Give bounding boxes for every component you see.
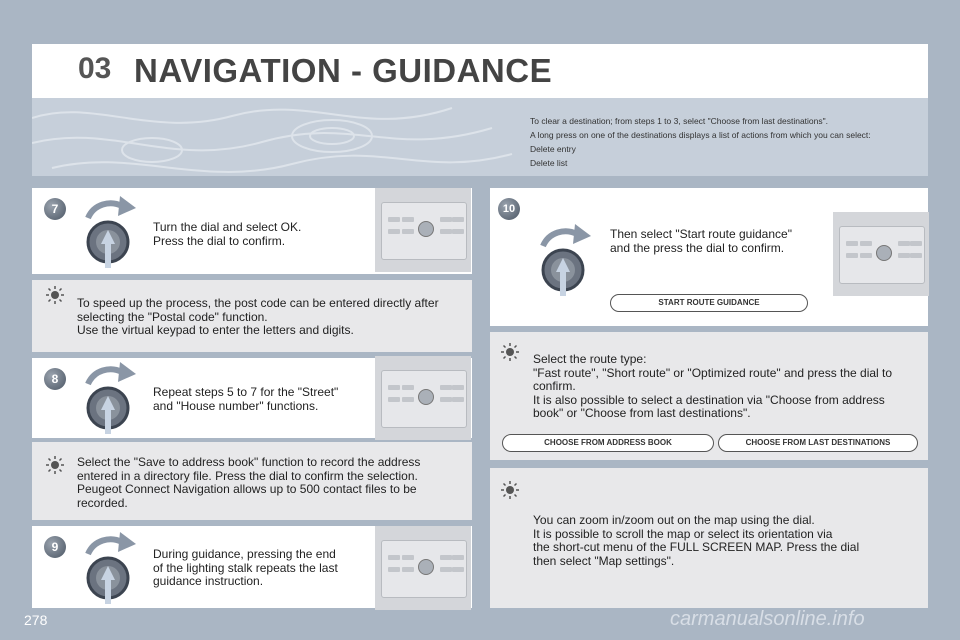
choose-from-last-destinations-button[interactable]: CHOOSE FROM LAST DESTINATIONS <box>718 434 918 452</box>
chapter-number: 03 <box>78 52 112 85</box>
page-title: NAVIGATION - GUIDANCE <box>134 52 553 89</box>
step-7-badge: 7 <box>44 198 66 220</box>
step-8-text: Repeat steps 5 to 7 for the "Street" and "House number" functions. <box>153 385 339 413</box>
step-7-text: Turn the dial and select OK. Press the dial to confirm. <box>153 220 302 248</box>
lightbulb-icon <box>45 455 65 475</box>
dial-turn-press-icon <box>535 222 595 300</box>
top-tip-text <box>530 114 920 170</box>
start-route-guidance-button[interactable]: START ROUTE GUIDANCE <box>610 294 808 312</box>
radio-unit-image <box>833 212 929 296</box>
lightbulb-icon <box>45 285 65 305</box>
radio-unit-image <box>375 188 471 272</box>
address-book-tip-text: Select the "Save to address book" function to record the address entered in a directory file. Press the dial to confirm the selection. Peugeot Connect Navigation allows up to 500 contact files to be recorded. <box>77 455 421 510</box>
watermark: carmanualsonline.info <box>670 608 865 630</box>
radio-unit-image <box>375 356 471 440</box>
radio-unit-image <box>375 526 471 610</box>
step-9-text: During guidance, pressing the end of the lighting stalk repeats the last guidance instruction. <box>153 547 338 588</box>
step-8-badge: 8 <box>44 368 66 390</box>
page-number: 278 <box>24 612 48 628</box>
top-tip-line: A long press on one of the destinations displays a list of actions from which you can select: <box>530 130 871 140</box>
step-9-badge: 9 <box>44 536 66 558</box>
top-tip-line: Delete entry <box>530 144 576 154</box>
top-tip-line: To clear a destination; from steps 1 to 3, select "Choose from last destinations". <box>530 116 829 126</box>
lightbulb-icon <box>500 480 520 500</box>
zoom-tip-text: You can zoom in/zoom out on the map using the dial. It is possible to scroll the map or select its orientation via the short-cut menu of the FULL SCREEN MAP. Press the dial then select "Map settings". <box>533 513 860 568</box>
dial-turn-press-icon <box>80 530 140 608</box>
step-10-text: Then select "Start route guidance" and the press the dial to confirm. <box>610 227 792 255</box>
dial-turn-press-icon <box>80 360 140 438</box>
route-type-tip-text: Select the route type: "Fast route", "Short route" or "Optimized route" and press the dial to confirm. It is also possible to select a destination via "Choose from address book" or "Choose from last destinations". <box>533 352 893 420</box>
top-tip-line: Delete list <box>530 158 568 168</box>
lightbulb-icon <box>500 342 520 362</box>
step-10-badge: 10 <box>498 198 520 220</box>
choose-from-address-book-button[interactable]: CHOOSE FROM ADDRESS BOOK <box>502 434 714 452</box>
dial-turn-press-icon <box>80 194 140 272</box>
postcode-tip-text: To speed up the process, the post code can be entered directly after selecting the "Postal code" function. Use the virtual keypad to enter the letters and digits. <box>77 296 439 337</box>
